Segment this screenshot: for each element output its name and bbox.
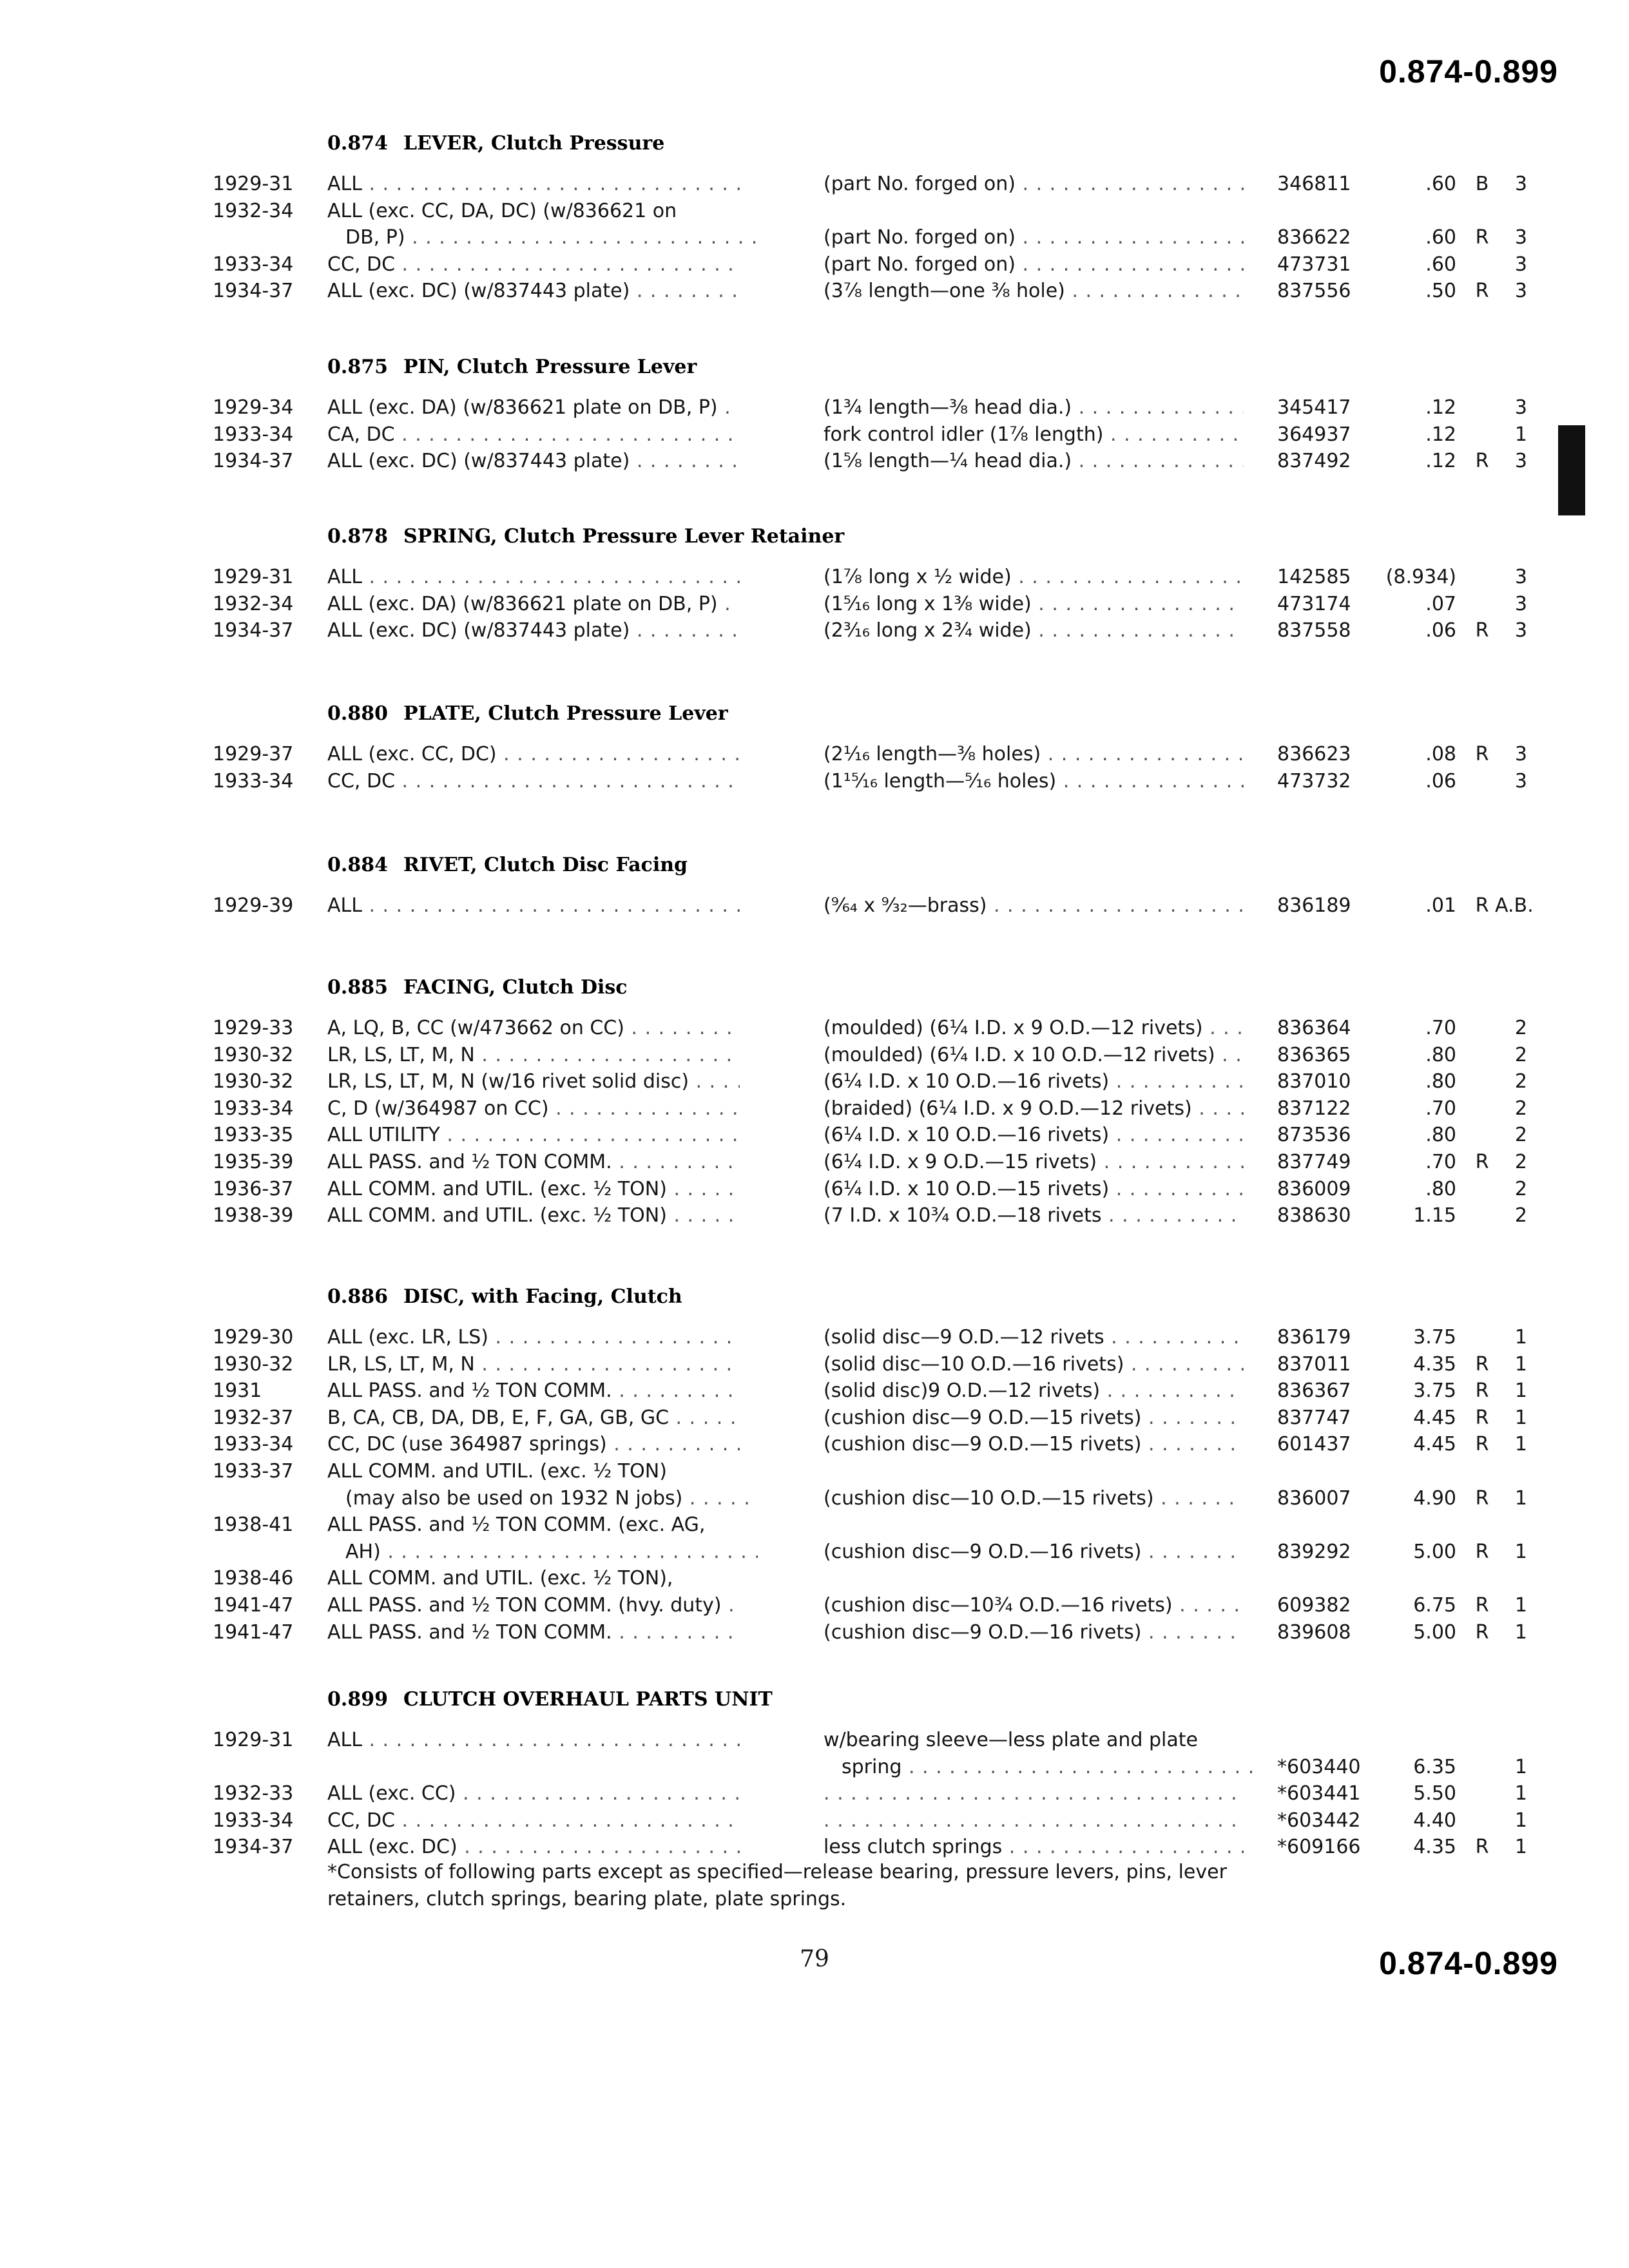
description-cell: (⁹⁄₆₄ x ⁹⁄₃₂—brass) . . . (824, 892, 1244, 919)
section-title (327, 1285, 682, 1308)
price-cell: .60 (1425, 226, 1456, 249)
models-cell: DB, P) . . . (327, 224, 758, 251)
quantity-cell: 3 (1514, 253, 1527, 276)
models-cell: ALL (exc. DA) (w/836621 plate on DB, P) . . . (327, 591, 740, 618)
page-range-footer: 0.874-0.899 (1379, 1945, 1558, 1981)
section-name: SPRING, Clutch Pressure Lever Retainer (403, 525, 845, 548)
price-cell: .80 (1425, 1070, 1456, 1093)
models-cell: LR, LS, LT, M, N . . . (327, 1042, 740, 1069)
models-cell: A, LQ, B, CC (w/473662 on CC) . . . (327, 1015, 740, 1042)
quantity-cell: 2 (1514, 1070, 1527, 1093)
quantity-cell: 1 (1514, 1594, 1527, 1617)
section-title (327, 132, 664, 155)
table-row (0, 768, 1629, 795)
models-cell: ALL . . . (327, 1727, 740, 1754)
table-row (0, 741, 1629, 768)
quantity-cell: 3 (1514, 769, 1527, 793)
flag-cell: R (1475, 1151, 1489, 1173)
table-row (0, 1807, 1629, 1834)
models-cell: B, CA, CB, DA, DB, E, F, GA, GB, GC . . . (327, 1405, 740, 1432)
description-cell: (6¼ I.D. x 9 O.D.—15 rivets) . . . (824, 1149, 1244, 1176)
years-cell: 1936-37 (213, 1177, 294, 1200)
price-cell: .01 (1425, 894, 1456, 917)
price-cell: .06 (1425, 619, 1456, 642)
part-number-cell: *603440 (1277, 1755, 1361, 1778)
models-cell: CC, DC (use 364987 springs) . . . (327, 1431, 740, 1458)
quantity-cell: 1 (1514, 1755, 1527, 1778)
years-cell: 1929-37 (213, 743, 294, 765)
flag-cell: R (1475, 619, 1489, 642)
description-cell: (2³⁄₁₆ long x 2¾ wide) . . . (824, 617, 1244, 644)
page-range-header: 0.874-0.899 (1379, 53, 1558, 90)
part-number-cell: 836179 (1277, 1326, 1351, 1349)
table-row (0, 1592, 1629, 1619)
table-row (0, 1834, 1629, 1861)
section-name: RIVET, Clutch Disc Facing (403, 854, 688, 876)
models-cell: C, D (w/364987 on CC) . . . (327, 1095, 740, 1122)
price-cell: 4.40 (1413, 1809, 1456, 1832)
flag-cell: R (1475, 226, 1489, 249)
models-cell: ALL . . . (327, 892, 740, 919)
price-cell: 4.35 (1413, 1352, 1456, 1376)
table-row (0, 1149, 1629, 1176)
price-cell: .06 (1425, 769, 1456, 793)
description-cell: (solid disc—9 O.D.—12 rivets . . . (824, 1324, 1244, 1351)
table-row (0, 448, 1629, 475)
quantity-cell: 3 (1514, 592, 1527, 615)
years-cell: 1933-34 (213, 769, 294, 793)
quantity-cell: A.B. (1495, 894, 1534, 917)
price-cell: .50 (1425, 280, 1456, 303)
price-cell: 5.00 (1413, 1620, 1456, 1644)
years-cell: 1930-32 (213, 1352, 294, 1376)
description-cell: (2¹⁄₁₆ length—⅜ holes) . . . (824, 741, 1244, 768)
years-cell: 1932-33 (213, 1782, 294, 1805)
models-cell: ALL (exc. DC) (w/837443 plate) . . . (327, 448, 740, 475)
part-number-cell: 346811 (1277, 173, 1351, 195)
part-number-cell: 836367 (1277, 1379, 1351, 1403)
years-cell: 1938-39 (213, 1204, 294, 1227)
description-cell: (6¼ I.D. x 10 O.D.—16 rivets) . . . (824, 1122, 1244, 1149)
part-number-cell: 839292 (1277, 1540, 1351, 1563)
quantity-cell: 1 (1514, 1379, 1527, 1403)
quantity-cell: 3 (1514, 226, 1527, 249)
quantity-cell: 1 (1514, 1782, 1527, 1805)
table-row (0, 617, 1629, 644)
section-number: 0.899 (327, 1688, 388, 1711)
description-cell: (part No. forged on) . . . (824, 224, 1244, 251)
years-cell: 1941-47 (213, 1594, 294, 1617)
part-number-cell: 837747 (1277, 1406, 1351, 1429)
years-cell: 1933-35 (213, 1124, 294, 1147)
models-cell: ALL (exc. DC) (w/837443 plate) . . . (327, 617, 740, 644)
flag-cell: R (1475, 743, 1489, 765)
models-cell: ALL PASS. and ½ TON COMM. . . . (327, 1149, 740, 1176)
part-number-cell: 473731 (1277, 253, 1351, 276)
models-cell: CC, DC . . . (327, 251, 740, 278)
models-cell: CC, DC . . . (327, 1807, 740, 1834)
table-row (0, 1431, 1629, 1458)
part-number-cell: 836623 (1277, 743, 1351, 765)
table-row (0, 591, 1629, 618)
table-row (0, 1780, 1629, 1807)
price-cell: 4.35 (1413, 1836, 1456, 1859)
description-cell: (cushion disc—9 O.D.—15 rivets) . . . (824, 1405, 1244, 1432)
part-number-cell: 345417 (1277, 396, 1351, 419)
part-number-cell: 364937 (1277, 423, 1351, 446)
years-cell: 1933-34 (213, 1433, 294, 1456)
price-cell: .12 (1425, 423, 1456, 446)
flag-cell: R (1475, 894, 1489, 917)
section-name: PLATE, Clutch Pressure Lever (403, 702, 728, 725)
table-row (0, 1015, 1629, 1042)
footnote: *Consists of following parts except as specified—release bearing, pressure levers, pins, lever retainers, clutch springs, bearing plate, plate springs. (327, 1861, 1227, 1910)
years-cell: 1929-31 (213, 173, 294, 195)
part-number-cell: 836007 (1277, 1486, 1351, 1510)
table-row (0, 1512, 1629, 1539)
description-cell: (6¼ I.D. x 10 O.D.—16 rivets) . . . (824, 1068, 1244, 1095)
part-number-cell: 836365 (1277, 1043, 1351, 1066)
quantity-cell: 1 (1514, 1836, 1527, 1859)
part-number-cell: 601437 (1277, 1433, 1351, 1456)
part-number-cell: 837122 (1277, 1097, 1351, 1120)
quantity-cell: 1 (1514, 1809, 1527, 1832)
table-row (0, 1202, 1629, 1229)
price-cell: 3.75 (1413, 1379, 1456, 1403)
quantity-cell: 2 (1514, 1204, 1527, 1227)
section-name: FACING, Clutch Disc (403, 976, 628, 999)
quantity-cell: 1 (1514, 1540, 1527, 1563)
years-cell: 1933-37 (213, 1460, 294, 1483)
flag-cell: R (1475, 1836, 1489, 1859)
price-cell: .08 (1425, 743, 1456, 765)
table-row (0, 1458, 1629, 1485)
description-cell: (1¾ length—⅜ head dia.) . . . (824, 394, 1244, 421)
models-cell: CC, DC . . . (327, 768, 740, 795)
quantity-cell: 1 (1514, 1433, 1527, 1456)
models-cell: ALL PASS. and ½ TON COMM. . . . (327, 1378, 740, 1405)
years-cell: 1933-34 (213, 253, 294, 276)
description-cell: spring . . . (824, 1754, 1262, 1781)
price-cell: .80 (1425, 1124, 1456, 1147)
table-row (0, 1351, 1629, 1378)
table-row (0, 1619, 1629, 1646)
quantity-cell: 2 (1514, 1017, 1527, 1039)
part-number-cell: 837556 (1277, 280, 1351, 303)
part-number-cell: 839608 (1277, 1620, 1351, 1644)
section-title (327, 976, 628, 999)
quantity-cell: 1 (1514, 1352, 1527, 1376)
models-cell: LR, LS, LT, M, N (w/16 rivet solid disc) . . . (327, 1068, 740, 1095)
models-cell: CA, DC . . . (327, 421, 740, 448)
years-cell: 1929-34 (213, 396, 294, 419)
years-cell: 1929-33 (213, 1017, 294, 1039)
description-cell: (1⅞ long x ½ wide) . . . (824, 564, 1244, 591)
part-number-cell: 836622 (1277, 226, 1351, 249)
quantity-cell: 3 (1514, 566, 1527, 588)
price-cell: .12 (1425, 450, 1456, 473)
years-cell: 1934-37 (213, 1836, 294, 1859)
models-cell: ALL (exc. DC) . . . (327, 1834, 740, 1861)
years-cell: 1931 (213, 1379, 262, 1403)
years-cell: 1932-37 (213, 1406, 294, 1429)
flag-cell: R (1475, 1433, 1489, 1456)
years-cell: 1934-37 (213, 280, 294, 303)
quantity-cell: 3 (1514, 396, 1527, 419)
quantity-cell: 3 (1514, 743, 1527, 765)
table-row (0, 564, 1629, 591)
models-cell: ALL COMM. and UTIL. (exc. ½ TON) . . . (327, 1176, 740, 1203)
table-row (0, 394, 1629, 421)
quantity-cell: 1 (1514, 1486, 1527, 1510)
description-cell: fork control idler (1⅞ length) . . . (824, 421, 1244, 448)
years-cell: 1932-34 (213, 199, 294, 222)
years-cell: 1934-37 (213, 450, 294, 473)
table-row (0, 224, 1629, 251)
section-name: LEVER, Clutch Pressure (403, 132, 665, 155)
table-row (0, 171, 1629, 198)
section-number: 0.875 (327, 356, 388, 378)
models-cell: (may also be used on 1932 N jobs) . . . (327, 1485, 758, 1512)
section-title (327, 854, 688, 876)
part-number-cell: *603441 (1277, 1782, 1361, 1805)
description-cell: (6¼ I.D. x 10 O.D.—15 rivets) . . . (824, 1176, 1244, 1203)
flag-cell: R (1475, 1594, 1489, 1617)
table-row (0, 1122, 1629, 1149)
part-number-cell: 473174 (1277, 592, 1351, 615)
description-cell: (part No. forged on) . . . (824, 251, 1244, 278)
models-cell: ALL PASS. and ½ TON COMM. (hvy. duty) . . . (327, 1592, 740, 1619)
years-cell: 1929-31 (213, 566, 294, 588)
description-cell: (1⁵⁄₁₆ long x 1⅜ wide) . . . (824, 591, 1244, 618)
table-row (0, 1042, 1629, 1069)
price-cell: 3.75 (1413, 1326, 1456, 1349)
price-cell: .70 (1425, 1151, 1456, 1173)
section-number: 0.886 (327, 1285, 388, 1308)
models-cell: ALL COMM. and UTIL. (exc. ½ TON) (327, 1460, 667, 1483)
part-number-cell: 836189 (1277, 894, 1351, 917)
flag-cell: R (1475, 1486, 1489, 1510)
flag-cell: R (1475, 280, 1489, 303)
price-cell: .70 (1425, 1017, 1456, 1039)
models-cell: ALL PASS. and ½ TON COMM. . . . (327, 1619, 740, 1646)
quantity-cell: 3 (1514, 173, 1527, 195)
section-title (327, 525, 844, 548)
table-row (0, 198, 1629, 225)
description-cell: (7 I.D. x 10¾ O.D.—18 rivets . . . (824, 1202, 1244, 1229)
part-number-cell: 837011 (1277, 1352, 1351, 1376)
section-name: CLUTCH OVERHAUL PARTS UNIT (403, 1688, 773, 1711)
quantity-cell: 2 (1514, 1097, 1527, 1120)
years-cell: 1938-46 (213, 1567, 294, 1590)
models-cell: ALL UTILITY . . . (327, 1122, 740, 1149)
description-cell: less clutch springs . . . (824, 1834, 1244, 1861)
flag-cell: R (1475, 1620, 1489, 1644)
years-cell: 1929-30 (213, 1326, 294, 1349)
quantity-cell: 3 (1514, 450, 1527, 473)
models-cell: ALL COMM. and UTIL. (exc. ½ TON), (327, 1567, 673, 1590)
table-row (0, 1727, 1629, 1754)
years-cell: 1929-31 (213, 1729, 294, 1751)
description-cell: (1⅝ length—¼ head dia.) . . . (824, 448, 1244, 475)
price-cell: .60 (1425, 173, 1456, 195)
price-cell: .60 (1425, 253, 1456, 276)
flag-cell: R (1475, 1540, 1489, 1563)
part-number-cell: 873536 (1277, 1124, 1351, 1147)
price-cell: .07 (1425, 592, 1456, 615)
part-number-cell: 142585 (1277, 566, 1351, 588)
flag-cell: R (1475, 1406, 1489, 1429)
models-cell: ALL . . . (327, 171, 740, 198)
table-row (0, 1095, 1629, 1122)
price-cell: 4.45 (1413, 1433, 1456, 1456)
price-cell: 1.15 (1413, 1204, 1456, 1227)
table-row (0, 278, 1629, 305)
part-number-cell: 837749 (1277, 1151, 1351, 1173)
models-cell: ALL (exc. DA) (w/836621 plate on DB, P) . . . (327, 394, 740, 421)
table-row (0, 1324, 1629, 1351)
price-cell: .12 (1425, 396, 1456, 419)
years-cell: 1932-34 (213, 592, 294, 615)
years-cell: 1934-37 (213, 619, 294, 642)
table-row (0, 421, 1629, 448)
price-cell: 6.75 (1413, 1594, 1456, 1617)
description-cell: (braided) (6¼ I.D. x 9 O.D.—12 rivets) . . . (824, 1095, 1244, 1122)
part-number-cell: 609382 (1277, 1594, 1351, 1617)
quantity-cell: 3 (1514, 619, 1527, 642)
table-row (0, 1754, 1629, 1781)
part-number-cell: 473732 (1277, 769, 1351, 793)
models-cell: ALL (exc. CC) . . . (327, 1780, 740, 1807)
section-name: DISC, with Facing, Clutch (403, 1285, 682, 1308)
part-number-cell: 836009 (1277, 1177, 1351, 1200)
table-row (0, 892, 1629, 919)
part-number-cell: 837492 (1277, 450, 1351, 473)
models-cell: ALL (exc. DC) (w/837443 plate) . . . (327, 278, 740, 305)
price-cell: 6.35 (1413, 1755, 1456, 1778)
flag-cell: R (1475, 450, 1489, 473)
section-title (327, 1688, 773, 1711)
table-row (0, 1405, 1629, 1432)
flag-cell: R (1475, 1352, 1489, 1376)
years-cell: 1933-34 (213, 1097, 294, 1120)
years-cell: 1941-47 (213, 1620, 294, 1644)
table-row (0, 251, 1629, 278)
description-cell (824, 1807, 1244, 1834)
years-cell: 1933-34 (213, 423, 294, 446)
table-row (0, 1539, 1629, 1566)
years-cell: 1933-34 (213, 1809, 294, 1832)
table-row (0, 1378, 1629, 1405)
part-number-cell: *603442 (1277, 1809, 1361, 1832)
description-cell: (part No. forged on) . . . (824, 171, 1244, 198)
section-title (327, 702, 728, 725)
quantity-cell: 1 (1514, 1620, 1527, 1644)
quantity-cell: 2 (1514, 1124, 1527, 1147)
page-number: 79 (800, 1946, 829, 1972)
description-cell: (cushion disc—9 O.D.—15 rivets) . . . (824, 1431, 1244, 1458)
quantity-cell: 2 (1514, 1043, 1527, 1066)
part-number-cell: 838630 (1277, 1204, 1351, 1227)
years-cell: 1930-32 (213, 1070, 294, 1093)
price-cell: .80 (1425, 1177, 1456, 1200)
price-cell: 4.45 (1413, 1406, 1456, 1429)
flag-cell: R (1475, 1379, 1489, 1403)
models-cell: ALL (exc. CC, DA, DC) (w/836621 on (327, 199, 677, 222)
table-row (0, 1176, 1629, 1203)
price-cell: 4.90 (1413, 1486, 1456, 1510)
table-row (0, 1565, 1629, 1592)
models-cell: ALL COMM. and UTIL. (exc. ½ TON) . . . (327, 1202, 740, 1229)
flag-cell: B (1475, 173, 1489, 195)
description-cell: (cushion disc—9 O.D.—16 rivets) . . . (824, 1619, 1244, 1646)
years-cell: 1935-39 (213, 1151, 294, 1173)
models-cell: LR, LS, LT, M, N . . . (327, 1351, 740, 1378)
table-row (0, 1068, 1629, 1095)
part-number-cell: 836364 (1277, 1017, 1351, 1039)
price-cell: (8.934) (1385, 566, 1456, 588)
years-cell: 1929-39 (213, 894, 294, 917)
years-cell: 1938-41 (213, 1514, 294, 1537)
description-cell: (cushion disc—9 O.D.—16 rivets) . . . (824, 1539, 1244, 1566)
price-cell: 5.00 (1413, 1540, 1456, 1563)
section-number: 0.880 (327, 702, 388, 725)
models-cell: ALL (exc. LR, LS) . . . (327, 1324, 740, 1351)
part-number-cell: *609166 (1277, 1836, 1361, 1859)
models-cell: ALL (exc. CC, DC) . . . (327, 741, 740, 768)
section-number: 0.874 (327, 132, 388, 155)
description-cell: (3⅞ length—one ⅜ hole) . . . (824, 278, 1244, 305)
section-number: 0.885 (327, 976, 388, 999)
section-number: 0.884 (327, 854, 388, 876)
price-cell: .80 (1425, 1043, 1456, 1066)
quantity-cell: 1 (1514, 423, 1527, 446)
quantity-cell: 1 (1514, 1406, 1527, 1429)
description-cell: (moulded) (6¼ I.D. x 10 O.D.—12 rivets) . . . (824, 1042, 1244, 1069)
description-cell: (solid disc)9 O.D.—12 rivets) . . . (824, 1378, 1244, 1405)
models-cell: ALL PASS. and ½ TON COMM. (exc. AG, (327, 1514, 706, 1537)
description-cell: (cushion disc—10¾ O.D.—16 rivets) . . . (824, 1592, 1244, 1619)
description-cell: (moulded) (6¼ I.D. x 9 O.D.—12 rivets) . . . (824, 1015, 1244, 1042)
part-number-cell: 837010 (1277, 1070, 1351, 1093)
section-title (327, 356, 697, 378)
models-cell: AH) . . . (327, 1539, 758, 1566)
section-number: 0.878 (327, 525, 388, 548)
part-number-cell: 837558 (1277, 619, 1351, 642)
description-cell: (cushion disc—10 O.D.—15 rivets) . . . (824, 1485, 1244, 1512)
description-cell (824, 1780, 1244, 1807)
quantity-cell: 1 (1514, 1326, 1527, 1349)
section-name: PIN, Clutch Pressure Lever (403, 356, 697, 378)
price-cell: 5.50 (1413, 1782, 1456, 1805)
years-cell: 1930-32 (213, 1043, 294, 1066)
description-cell: (1¹⁵⁄₁₆ length—⁵⁄₁₆ holes) . . . (824, 768, 1244, 795)
quantity-cell: 2 (1514, 1177, 1527, 1200)
quantity-cell: 3 (1514, 280, 1527, 303)
price-cell: .70 (1425, 1097, 1456, 1120)
table-row (0, 1485, 1629, 1512)
quantity-cell: 2 (1514, 1151, 1527, 1173)
description-cell: w/bearing sleeve—less plate and plate (824, 1729, 1198, 1751)
description-cell: (solid disc—10 O.D.—16 rivets) . . . (824, 1351, 1244, 1378)
models-cell: ALL . . . (327, 564, 740, 591)
